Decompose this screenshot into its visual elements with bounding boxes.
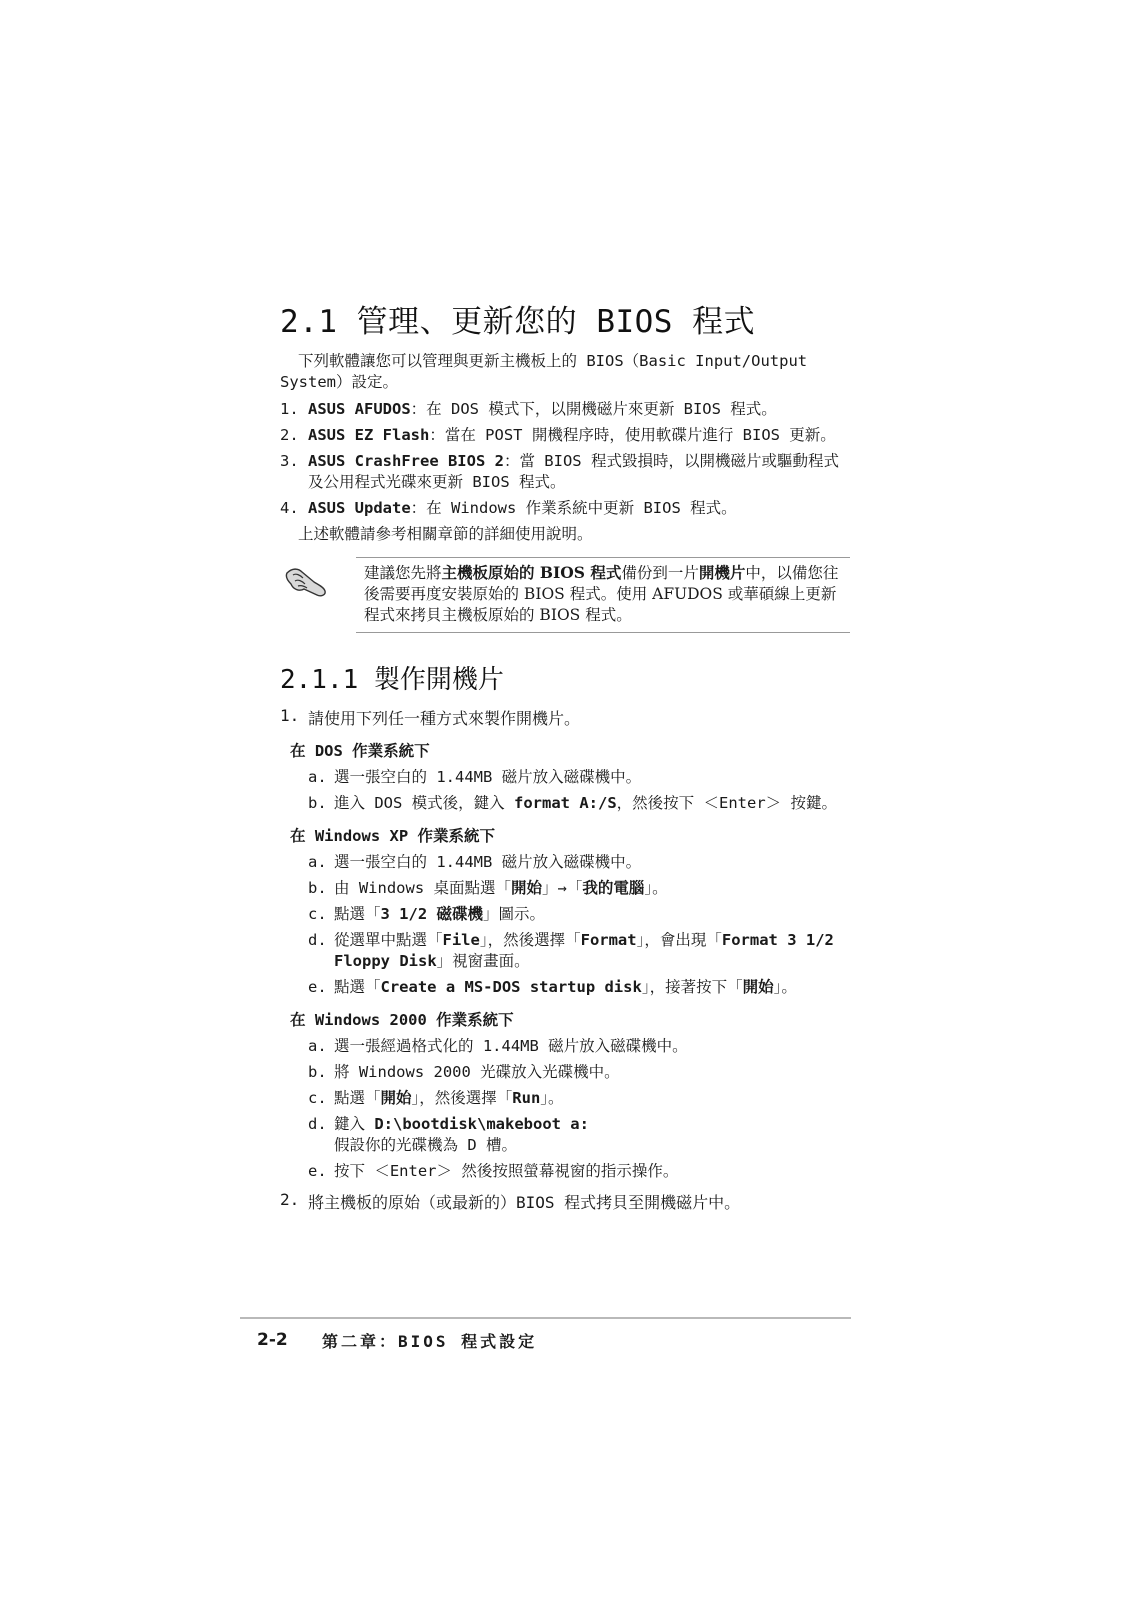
list-item: c. 點選「開始」，然後選擇「Run」。	[308, 1089, 564, 1107]
winxp-steps	[308, 852, 850, 998]
list-item: d. 鍵入 D:\bootdisk\makeboot a: 假設你的光碟機為 D 槽。	[308, 1115, 589, 1154]
win2000-heading: 在 Windows 2000 作業系統下	[290, 1011, 514, 1029]
pointing-hand-icon	[284, 565, 328, 599]
list-item: e. 點選「Create a MS-DOS startup disk」，接著按下「開始」。	[308, 978, 797, 996]
list-item: a. 選一張空白的 1.44MB 磁片放入磁碟機中。	[308, 853, 642, 871]
list-item: d. 從選單中點選「File」，然後選擇「Format」，會出現「Format 3 1/2 Floppy Disk」視窗畫面。	[308, 931, 834, 970]
list-item: 1. 請使用下列任一種方式來製作開機片。	[280, 706, 581, 728]
list-item: 2. ASUS EZ Flash：當在 POST 開機程序時，使用軟碟片進行 BIOS 更新。	[280, 426, 836, 444]
winxp-heading: 在 Windows XP 作業系統下	[290, 827, 495, 845]
list-item: a. 選一張空白的 1.44MB 磁片放入磁碟機中。	[308, 768, 642, 786]
chapter-title: 第二章：BIOS 程式設定	[322, 1332, 538, 1351]
list-item: 4. ASUS Update：在 Windows 作業系統中更新 BIOS 程式。	[280, 499, 737, 517]
page-content	[280, 296, 850, 1221]
note-box	[280, 557, 850, 645]
list-item: 3. ASUS CrashFree BIOS 2：當 BIOS 程式毀損時，以開機磁片或驅動程式及公用程式光碟來更新 BIOS 程式。	[280, 452, 839, 491]
list-item: e. 按下 ＜Enter＞ 然後按照螢幕視窗的指示操作。	[308, 1162, 679, 1180]
win2000-steps	[308, 1036, 850, 1182]
subsection-title: 2.1.1 製作開機片	[280, 665, 504, 695]
tool-name: ASUS AFUDOS	[308, 400, 411, 418]
list-item: b. 將 Windows 2000 光碟放入光碟機中。	[308, 1063, 620, 1081]
dos-heading: 在 DOS 作業系統下	[290, 742, 430, 760]
tools-reference-text: 上述軟體請參考相關章節的詳細使用說明。	[298, 525, 593, 543]
dos-steps	[308, 767, 850, 814]
list-item: c. 點選「3 1/2 磁碟機」圖示。	[308, 905, 546, 923]
tool-name: ASUS CrashFree BIOS 2	[308, 452, 504, 470]
list-item: 2. 將主機板的原始（或最新的）BIOS 程式拷貝至開機磁片中。	[280, 1190, 741, 1212]
section-intro: 下列軟體讓您可以管理與更新主機板上的 BIOS（Basic Input/Output System）設定。	[280, 352, 808, 391]
list-item: 1. ASUS AFUDOS：在 DOS 模式下，以開機磁片來更新 BIOS 程式。	[280, 400, 777, 418]
footer-divider	[240, 1317, 851, 1319]
list-item: a. 選一張經過格式化的 1.44MB 磁片放入磁碟機中。	[308, 1037, 688, 1055]
list-item: b. 由 Windows 桌面點選「開始」→「我的電腦」。	[308, 879, 668, 897]
tool-name: ASUS Update	[308, 499, 411, 517]
section-title: 2.1 管理、更新您的 BIOS 程式	[280, 304, 756, 340]
list-item: b. 進入 DOS 模式後，鍵入 format A:/S，然後按下 ＜Enter＞ 按鍵。	[308, 794, 837, 812]
note-text: 建議您先將主機板原始的 BIOS 程式備份到一片開機片中，以備您往後需要再度安裝原始的 BIOS 程式。使用 AFUDOS 或華碩線上更新程式來拷貝主機板原始的 BIOS 程式。	[356, 557, 850, 633]
tool-list	[280, 399, 850, 519]
page-number: 2-2	[257, 1330, 288, 1350]
tool-name: ASUS EZ Flash	[308, 426, 430, 444]
